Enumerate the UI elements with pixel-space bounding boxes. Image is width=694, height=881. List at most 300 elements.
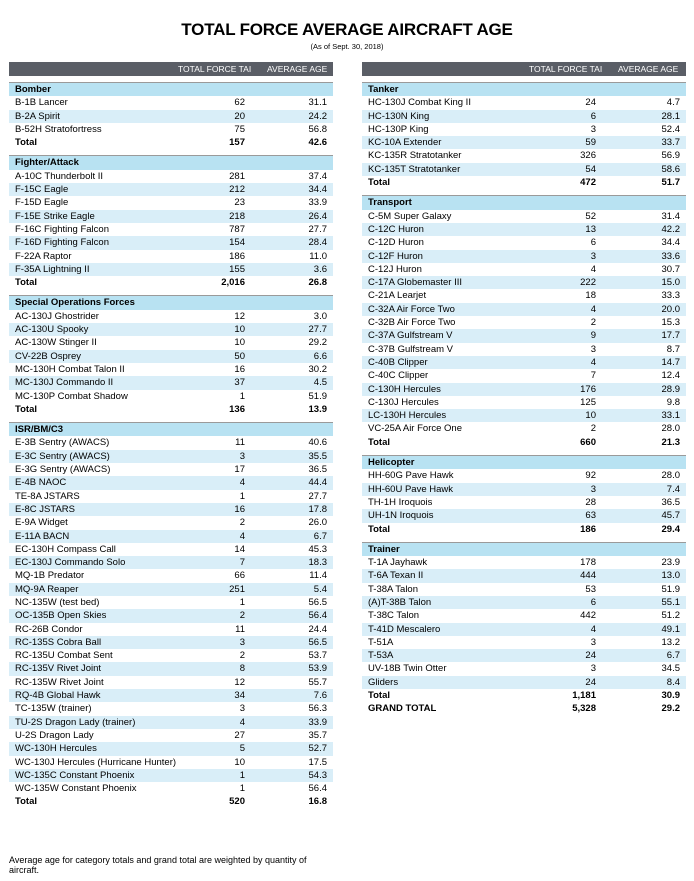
row-age: 7.6 bbox=[313, 690, 327, 702]
row-tai: 5 bbox=[239, 743, 245, 755]
row-name: MC-130P Combat Shadow bbox=[15, 390, 128, 402]
row-tai: 24 bbox=[585, 650, 596, 662]
row-age: 7.4 bbox=[666, 483, 680, 495]
row-name: T-51A bbox=[368, 636, 394, 648]
category-group bbox=[9, 82, 333, 149]
row-name: Total bbox=[368, 436, 390, 448]
table-row bbox=[9, 110, 333, 123]
row-name: HC-130J Combat King II bbox=[368, 97, 471, 109]
row-tai: 1 bbox=[239, 783, 245, 795]
row-tai: 3 bbox=[590, 250, 596, 262]
row-name: C-40C Clipper bbox=[368, 370, 429, 382]
row-name: AC-130J Ghostrider bbox=[15, 310, 99, 322]
row-tai: 125 bbox=[580, 396, 596, 408]
row-age: 27.7 bbox=[308, 490, 327, 502]
row-tai: 2 bbox=[239, 650, 245, 662]
row-name: C-37A Gulfstream V bbox=[368, 330, 453, 342]
row-age: 45.3 bbox=[308, 543, 327, 555]
row-age: 55.1 bbox=[661, 596, 680, 608]
category-heading bbox=[362, 543, 686, 556]
table-row bbox=[9, 263, 333, 276]
row-name: F-16D Fighting Falcon bbox=[15, 237, 109, 249]
table-row bbox=[9, 210, 333, 223]
row-name: F-15E Strike Eagle bbox=[15, 210, 95, 222]
row-name: C-5M Super Galaxy bbox=[368, 210, 452, 222]
row-name: E-8C JSTARS bbox=[15, 503, 76, 515]
row-tai: 52 bbox=[585, 210, 596, 222]
row-name: KC-135R Stratotanker bbox=[368, 150, 462, 162]
row-tai: 10 bbox=[585, 410, 596, 422]
right-table-body bbox=[362, 82, 686, 716]
row-tai: 186 bbox=[229, 250, 245, 262]
row-tai: 63 bbox=[585, 510, 596, 522]
category-heading bbox=[362, 196, 686, 209]
column-header-age: AVERAGE AGE bbox=[267, 64, 328, 74]
row-name: RC-135U Combat Sent bbox=[15, 650, 113, 662]
row-tai: 6 bbox=[590, 110, 596, 122]
row-tai: 11 bbox=[235, 437, 245, 449]
row-name: C-21A Learjet bbox=[368, 290, 427, 302]
table-row bbox=[362, 149, 686, 162]
row-age: 33.6 bbox=[661, 250, 680, 262]
row-tai: 2 bbox=[590, 317, 596, 329]
table-row bbox=[362, 649, 686, 662]
table-row bbox=[362, 422, 686, 435]
row-tai: 12 bbox=[234, 676, 245, 688]
table-row bbox=[362, 583, 686, 596]
row-tai: 12 bbox=[234, 310, 245, 322]
row-age: 27.7 bbox=[308, 324, 327, 336]
row-age: 18.3 bbox=[308, 557, 327, 569]
category-label: Transport bbox=[368, 197, 412, 209]
table-row bbox=[362, 289, 686, 302]
row-age: 51.2 bbox=[661, 610, 680, 622]
page-subtitle: (As of Sept. 30, 2018) bbox=[310, 42, 384, 51]
table-row bbox=[362, 662, 686, 675]
row-age: 30.2 bbox=[308, 363, 327, 375]
row-tai: 222 bbox=[580, 277, 596, 289]
row-tai: 18 bbox=[585, 290, 596, 302]
row-tai: 3 bbox=[590, 663, 596, 675]
row-tai: 251 bbox=[229, 583, 245, 595]
table-row bbox=[362, 96, 686, 109]
category-label: Helicopter bbox=[368, 457, 415, 469]
row-age: 4.7 bbox=[666, 97, 680, 109]
right-table bbox=[362, 62, 686, 716]
row-age: 20.0 bbox=[661, 303, 680, 315]
row-age: 26.4 bbox=[308, 210, 327, 222]
row-tai: 8 bbox=[239, 663, 245, 675]
category-heading bbox=[9, 423, 333, 436]
row-name: HH-60G Pave Hawk bbox=[368, 470, 454, 482]
row-name: KC-135T Stratotanker bbox=[368, 163, 461, 175]
row-name: U-2S Dragon Lady bbox=[15, 729, 94, 741]
row-tai: 444 bbox=[580, 570, 596, 582]
row-tai: 4 bbox=[590, 303, 596, 315]
row-name: TC-135W (trainer) bbox=[15, 703, 92, 715]
row-name: F-35A Lightning II bbox=[15, 263, 90, 275]
row-tai: 3 bbox=[590, 483, 596, 495]
table-row bbox=[9, 390, 333, 403]
total-row bbox=[9, 136, 333, 149]
row-age: 30.9 bbox=[661, 690, 680, 702]
row-tai: 9 bbox=[590, 330, 596, 342]
table-row bbox=[362, 136, 686, 149]
row-name: LC-130H Hercules bbox=[368, 410, 447, 422]
table-row bbox=[9, 363, 333, 376]
table-row bbox=[9, 476, 333, 489]
row-tai: 3 bbox=[239, 703, 245, 715]
total-row bbox=[9, 795, 333, 808]
row-name: C-130J Hercules bbox=[368, 396, 439, 408]
table-row bbox=[9, 503, 333, 516]
row-name: CV-22B Osprey bbox=[15, 350, 81, 362]
row-age: 6.6 bbox=[313, 350, 327, 362]
row-name: C-40B Clipper bbox=[368, 356, 428, 368]
row-tai: 5,328 bbox=[572, 703, 596, 715]
row-age: 56.5 bbox=[308, 636, 327, 648]
category-group bbox=[9, 422, 333, 809]
row-tai: 6 bbox=[590, 237, 596, 249]
row-name: NC-135W (test bed) bbox=[15, 596, 100, 608]
row-name: E-9A Widget bbox=[15, 517, 68, 529]
row-name: TU-2S Dragon Lady (trainer) bbox=[15, 716, 136, 728]
row-name: GRAND TOTAL bbox=[368, 703, 437, 715]
grand-total-row bbox=[362, 702, 686, 715]
row-age: 56.4 bbox=[308, 783, 327, 795]
row-tai: 10 bbox=[234, 756, 245, 768]
row-age: 8.4 bbox=[666, 676, 680, 688]
category-group bbox=[362, 82, 686, 189]
category-label: Fighter/Attack bbox=[15, 157, 79, 169]
row-tai: 4 bbox=[590, 263, 596, 275]
row-name: Total bbox=[368, 177, 390, 189]
row-name: HC-130N King bbox=[368, 110, 430, 122]
row-age: 14.7 bbox=[661, 356, 680, 368]
row-tai: 520 bbox=[229, 796, 245, 808]
row-tai: 155 bbox=[229, 263, 245, 275]
row-name: C-130H Hercules bbox=[368, 383, 441, 395]
row-age: 28.9 bbox=[661, 383, 680, 395]
row-tai: 218 bbox=[229, 210, 245, 222]
row-tai: 154 bbox=[229, 237, 245, 249]
row-age: 51.9 bbox=[308, 390, 327, 402]
row-age: 53.9 bbox=[308, 663, 327, 675]
table-row bbox=[9, 623, 333, 636]
table-row bbox=[9, 649, 333, 662]
table-row bbox=[362, 223, 686, 236]
table-row bbox=[362, 636, 686, 649]
row-tai: 3 bbox=[590, 123, 596, 135]
table-row bbox=[362, 623, 686, 636]
row-tai: 4 bbox=[239, 530, 245, 542]
row-name: Total bbox=[15, 796, 37, 808]
row-age: 42.6 bbox=[308, 137, 327, 149]
table-row bbox=[9, 96, 333, 109]
category-group bbox=[362, 195, 686, 449]
row-name: (A)T-38B Talon bbox=[368, 596, 432, 608]
row-tai: 66 bbox=[234, 570, 245, 582]
row-age: 27.7 bbox=[308, 223, 327, 235]
category-label: ISR/BM/C3 bbox=[15, 424, 64, 436]
table-row bbox=[9, 123, 333, 136]
table-row bbox=[362, 236, 686, 249]
row-tai: 2 bbox=[239, 517, 245, 529]
row-name: UV-18B Twin Otter bbox=[368, 663, 447, 675]
row-tai: 1 bbox=[239, 596, 245, 608]
table-header bbox=[9, 62, 333, 76]
row-tai: 54 bbox=[585, 163, 596, 175]
row-name: E-3C Sentry (AWACS) bbox=[15, 450, 110, 462]
row-name: T-38A Talon bbox=[368, 583, 419, 595]
row-name: B-1B Lancer bbox=[15, 97, 68, 109]
table-row bbox=[9, 662, 333, 675]
row-tai: 3 bbox=[590, 343, 596, 355]
table-row bbox=[9, 350, 333, 363]
row-name: MQ-9A Reaper bbox=[15, 583, 79, 595]
table-row bbox=[9, 250, 333, 263]
row-age: 31.1 bbox=[308, 97, 327, 109]
row-age: 33.1 bbox=[661, 410, 680, 422]
row-age: 54.3 bbox=[308, 769, 327, 781]
row-name: C-12D Huron bbox=[368, 237, 424, 249]
row-tai: 281 bbox=[229, 170, 245, 182]
row-age: 16.8 bbox=[308, 796, 327, 808]
table-row bbox=[9, 742, 333, 755]
row-name: WC-130H Hercules bbox=[15, 743, 97, 755]
table-row bbox=[362, 276, 686, 289]
row-tai: 50 bbox=[234, 350, 245, 362]
row-name: TH-1H Iroquois bbox=[368, 496, 433, 508]
row-age: 29.2 bbox=[661, 703, 680, 715]
page-title: TOTAL FORCE AVERAGE AIRCRAFT AGE bbox=[181, 20, 513, 39]
row-tai: 157 bbox=[229, 137, 245, 149]
row-name: C-32A Air Force Two bbox=[368, 303, 455, 315]
row-tai: 92 bbox=[585, 470, 596, 482]
row-tai: 472 bbox=[580, 177, 596, 189]
row-tai: 1 bbox=[239, 390, 245, 402]
row-tai: 10 bbox=[234, 337, 245, 349]
row-age: 34.4 bbox=[661, 237, 680, 249]
table-row bbox=[362, 329, 686, 342]
row-name: RC-135V Rivet Joint bbox=[15, 663, 102, 675]
table-row bbox=[9, 702, 333, 715]
row-tai: 7 bbox=[590, 370, 596, 382]
row-age: 28.4 bbox=[308, 237, 327, 249]
table-row bbox=[362, 383, 686, 396]
row-name: F-15C Eagle bbox=[15, 184, 69, 196]
table-row bbox=[9, 569, 333, 582]
row-name: E-4B NAOC bbox=[15, 477, 67, 489]
row-age: 13.9 bbox=[308, 403, 327, 415]
row-tai: 24 bbox=[585, 676, 596, 688]
row-name: WC-130J Hercules (Hurricane Hunter) bbox=[15, 756, 177, 768]
row-name: WC-135W Constant Phoenix bbox=[15, 783, 137, 795]
row-age: 26.0 bbox=[308, 517, 327, 529]
row-age: 13.0 bbox=[661, 570, 680, 582]
row-name: A-10C Thunderbolt II bbox=[15, 170, 104, 182]
row-name: Total bbox=[368, 690, 390, 702]
table-row bbox=[362, 316, 686, 329]
row-age: 28.1 bbox=[661, 110, 680, 122]
row-tai: 442 bbox=[580, 610, 596, 622]
table-row bbox=[9, 463, 333, 476]
row-age: 28.0 bbox=[661, 470, 680, 482]
row-age: 44.4 bbox=[308, 477, 327, 489]
row-age: 4.5 bbox=[313, 377, 327, 389]
row-age: 5.4 bbox=[313, 583, 327, 595]
row-age: 34.4 bbox=[308, 184, 327, 196]
row-name: Total bbox=[15, 403, 37, 415]
row-name: C-12C Huron bbox=[368, 223, 424, 235]
row-tai: 13 bbox=[585, 223, 596, 235]
row-age: 31.4 bbox=[661, 210, 680, 222]
table-row bbox=[362, 250, 686, 263]
row-name: C-32B Air Force Two bbox=[368, 317, 456, 329]
row-name: E-3B Sentry (AWACS) bbox=[15, 437, 110, 449]
table-row bbox=[9, 782, 333, 795]
row-tai: 4 bbox=[590, 356, 596, 368]
row-tai: 59 bbox=[585, 137, 596, 149]
table-row bbox=[362, 263, 686, 276]
row-tai: 75 bbox=[234, 123, 245, 135]
row-age: 36.5 bbox=[308, 464, 327, 476]
category-label: Special Operations Forces bbox=[15, 297, 135, 309]
table-row bbox=[362, 469, 686, 482]
row-tai: 186 bbox=[580, 523, 596, 535]
row-tai: 7 bbox=[239, 557, 245, 569]
row-name: T-1A Jayhawk bbox=[368, 557, 428, 569]
row-name: F-22A Raptor bbox=[15, 250, 72, 262]
row-age: 24.2 bbox=[308, 110, 327, 122]
row-name: UH-1N Iroquois bbox=[368, 510, 434, 522]
table-row bbox=[362, 569, 686, 582]
category-heading bbox=[9, 296, 333, 309]
row-name: MC-130H Combat Talon II bbox=[15, 363, 125, 375]
table-row bbox=[9, 596, 333, 609]
row-name: C-37B Gulfstream V bbox=[368, 343, 453, 355]
row-name: F-15D Eagle bbox=[15, 197, 69, 209]
table-row bbox=[9, 310, 333, 323]
column-header-age: AVERAGE AGE bbox=[618, 64, 679, 74]
row-tai: 37 bbox=[234, 377, 245, 389]
category-group bbox=[9, 295, 333, 416]
row-age: 6.7 bbox=[313, 530, 327, 542]
row-name: AC-130U Spooky bbox=[15, 324, 89, 336]
row-age: 11.0 bbox=[309, 250, 327, 262]
table-row bbox=[9, 543, 333, 556]
row-age: 35.5 bbox=[308, 450, 327, 462]
row-age: 17.5 bbox=[308, 756, 327, 768]
table-row bbox=[9, 490, 333, 503]
row-name: KC-10A Extender bbox=[368, 137, 442, 149]
row-tai: 11 bbox=[235, 623, 245, 635]
row-name: B-2A Spirit bbox=[15, 110, 60, 122]
row-tai: 3 bbox=[239, 450, 245, 462]
table-row bbox=[362, 303, 686, 316]
row-tai: 326 bbox=[580, 150, 596, 162]
row-tai: 3 bbox=[590, 636, 596, 648]
category-group bbox=[362, 542, 686, 716]
row-age: 56.3 bbox=[308, 703, 327, 715]
row-name: Total bbox=[15, 277, 37, 289]
table-row bbox=[9, 676, 333, 689]
row-age: 56.4 bbox=[308, 610, 327, 622]
row-age: 56.8 bbox=[308, 123, 327, 135]
total-row bbox=[362, 523, 686, 536]
row-tai: 1,181 bbox=[572, 690, 596, 702]
row-tai: 660 bbox=[580, 436, 596, 448]
row-name: Gliders bbox=[368, 676, 399, 688]
table-row bbox=[9, 450, 333, 463]
row-tai: 16 bbox=[234, 503, 245, 515]
row-tai: 34 bbox=[234, 690, 245, 702]
row-age: 15.0 bbox=[661, 277, 680, 289]
table-row bbox=[362, 396, 686, 409]
table-row bbox=[9, 183, 333, 196]
row-age: 51.7 bbox=[661, 177, 680, 189]
table-row bbox=[9, 223, 333, 236]
row-age: 37.4 bbox=[308, 170, 327, 182]
row-age: 42.2 bbox=[661, 223, 680, 235]
row-name: HC-130P King bbox=[368, 123, 429, 135]
table-row bbox=[362, 163, 686, 176]
table-row bbox=[9, 170, 333, 183]
row-tai: 14 bbox=[234, 543, 245, 555]
row-tai: 27 bbox=[234, 729, 245, 741]
row-age: 6.7 bbox=[666, 650, 680, 662]
row-age: 9.8 bbox=[666, 396, 680, 408]
row-age: 56.5 bbox=[308, 596, 327, 608]
row-tai: 212 bbox=[229, 184, 245, 196]
table-row bbox=[9, 236, 333, 249]
row-age: 3.6 bbox=[313, 263, 327, 275]
row-name: RQ-4B Global Hawk bbox=[15, 690, 101, 702]
table-row bbox=[362, 356, 686, 369]
row-age: 30.7 bbox=[661, 263, 680, 275]
category-label: Tanker bbox=[368, 84, 399, 95]
table-row bbox=[9, 636, 333, 649]
table-row bbox=[9, 729, 333, 742]
row-name: C-12F Huron bbox=[368, 250, 423, 262]
table-row bbox=[9, 769, 333, 782]
category-group bbox=[9, 155, 333, 289]
row-tai: 53 bbox=[585, 583, 596, 595]
row-age: 33.9 bbox=[308, 716, 327, 728]
row-name: E-11A BACN bbox=[15, 530, 70, 542]
row-age: 11.4 bbox=[309, 570, 327, 582]
row-age: 55.7 bbox=[308, 676, 327, 688]
table-row bbox=[362, 343, 686, 356]
table-row bbox=[9, 716, 333, 729]
table-row bbox=[9, 323, 333, 336]
table-row bbox=[9, 556, 333, 569]
row-name: C-17A Globemaster III bbox=[368, 277, 462, 289]
row-tai: 787 bbox=[229, 223, 245, 235]
category-label: Bomber bbox=[15, 84, 51, 95]
table-row bbox=[9, 530, 333, 543]
row-tai: 16 bbox=[234, 363, 245, 375]
row-tai: 23 bbox=[234, 197, 245, 209]
row-tai: 2 bbox=[590, 423, 596, 435]
row-tai: 17 bbox=[234, 464, 245, 476]
row-name: RC-135W Rivet Joint bbox=[15, 676, 104, 688]
total-row bbox=[362, 176, 686, 189]
row-age: 17.8 bbox=[308, 503, 327, 515]
row-tai: 4 bbox=[239, 716, 245, 728]
total-row bbox=[9, 276, 333, 289]
table-header bbox=[362, 62, 686, 76]
